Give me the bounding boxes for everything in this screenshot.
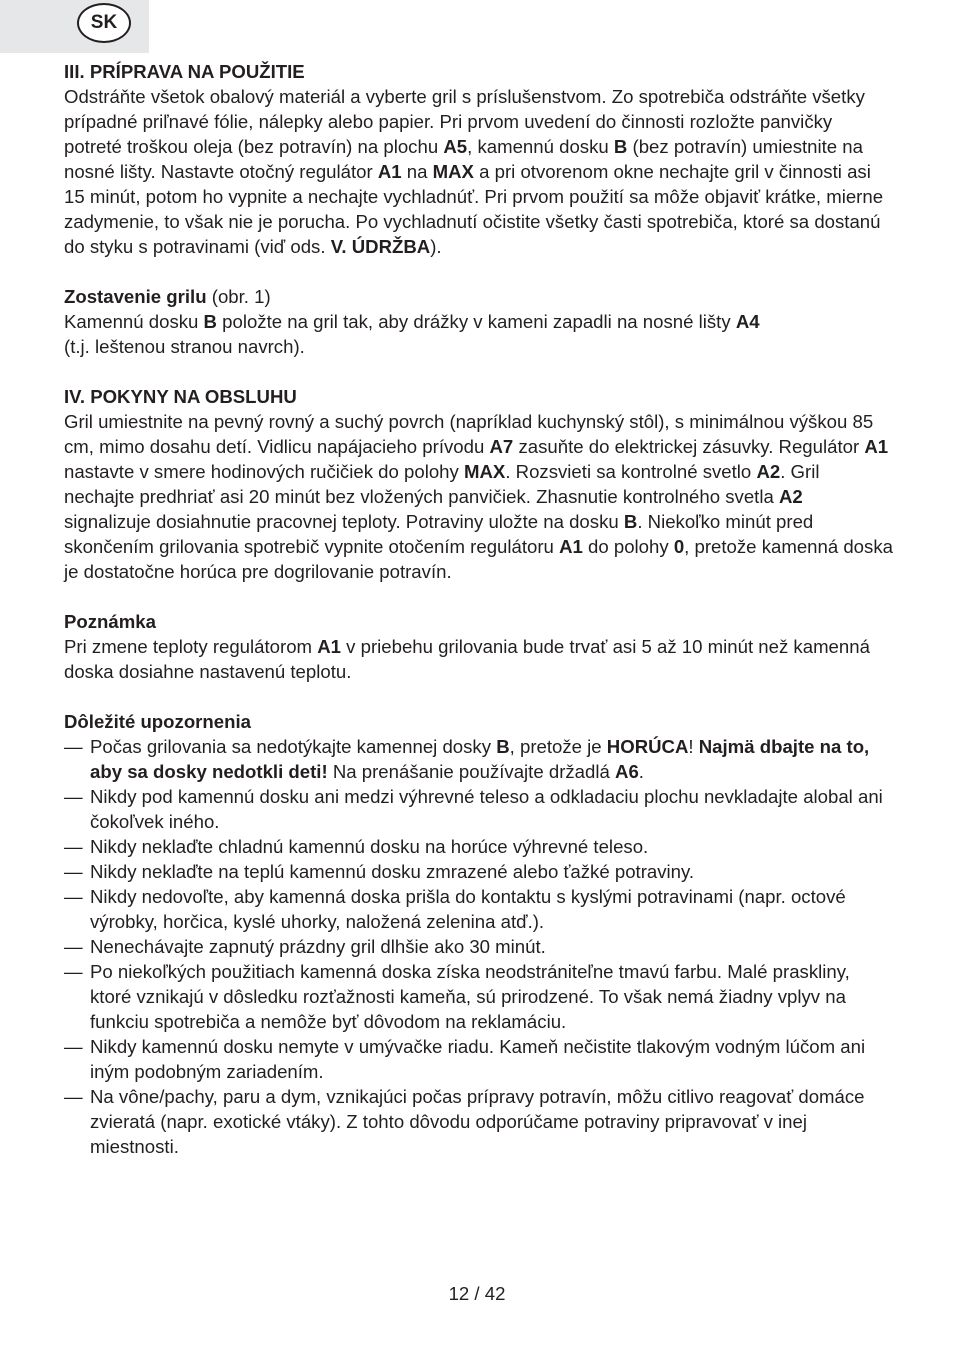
bold-reference: A5 [443, 136, 468, 157]
text-run: (bez potravín) umiestnite na nosné lišty. Nastavte otočný regulátor [64, 136, 863, 182]
bold-reference: 0 [673, 536, 685, 557]
text-run: (t.j. leštenou stranou navrch). [64, 336, 305, 357]
section-heading-warnings: Dôležité upozornenia [64, 711, 251, 732]
language-badge: SK [77, 3, 131, 43]
text-run: nastavte v smere hodinových ručičiek do polohy [64, 461, 464, 482]
bold-reference: B [613, 136, 628, 157]
bold-reference: A2 [778, 486, 803, 507]
text-run: , pretože je [509, 736, 607, 757]
text-run: Na vône/pachy, paru a dym, vznikajúci počas prípravy potravín, môžu citlivo reagovať domáce zvieratá (napr. exotické vtáky). Z tohto dôvodu odporúčame potraviny pripravovať v inej miestnosti. [90, 1086, 865, 1157]
dash-bullet: — [64, 961, 83, 982]
bold-reference: B [496, 736, 510, 757]
bold-reference: B [203, 311, 217, 332]
text-run: Na prenášanie používajte držadlá [327, 761, 616, 782]
paragraph-assembly [64, 309, 894, 359]
warnings-list [64, 734, 894, 1159]
bold-reference: A6 [615, 761, 639, 782]
text-run: . [638, 761, 644, 782]
text-run: , kamennú dosku [467, 136, 614, 157]
warning-item [64, 1034, 894, 1084]
bold-reference: A1 [317, 636, 341, 657]
page-number: 12 / 42 [448, 1283, 506, 1304]
text-run: . Rozsvieti sa kontrolné svetlo [505, 461, 757, 482]
warning-item [64, 784, 894, 834]
warning-item [64, 884, 894, 934]
bold-reference: HORÚCA [606, 736, 689, 757]
bold-reference: MAX [463, 461, 506, 482]
text-run: Nikdy nedovoľte, aby kamenná doska prišla do kontaktu s kyslými potravinami (napr. octové výrobky, horčica, kyslé uhorky, naložená zelenina atď.). [90, 886, 846, 932]
text-run: a pri otvorenom okne nechajte gril v činnosti asi 15 minút, potom ho vypnite a nechajte vychladnúť. Pri prvom použití sa môže objaviť krátke, mierne zadymenie, to však nie je porucha. Po vychladnutí očistite všetky časti spotrebiča, ktoré sa dostanú do styku s potravinami (viď ods. [64, 161, 884, 257]
section-heading-preparation: III. PRÍPRAVA NA POUŽITIE [64, 61, 305, 82]
dash-bullet: — [64, 886, 83, 907]
text-run: na [401, 161, 433, 182]
text-run: Počas grilovania sa nedotýkajte kamennej dosky [90, 736, 497, 757]
warning-item [64, 834, 894, 859]
paragraph-preparation [64, 84, 894, 259]
text-run: signalizuje dosiahnutie pracovnej teploty. Potraviny uložte na dosku [64, 511, 624, 532]
text-run: . Niekoľko minút pred skončením grilovania spotrebič vypnite otočením regulátoru [64, 511, 814, 557]
dash-bullet: — [64, 736, 83, 757]
manual-content [64, 59, 894, 1159]
paragraph-operation [64, 409, 894, 584]
text-run: Nenechávajte zapnutý prázdny gril dlhšie ako 30 minút. [90, 936, 546, 957]
warning-item [64, 959, 894, 1034]
bold-reference: B [623, 511, 638, 532]
dash-bullet: — [64, 836, 83, 857]
section-heading-assembly: Zostavenie grilu (obr. 1) [64, 286, 271, 307]
bold-reference: A1 [559, 536, 583, 557]
text-run: Odstráňte všetok obalový materiál a vyberte gril s príslušenstvom. Zo spotrebiča odstráňte všetky prípadné priľnavé fólie, nálepky alebo papier. Pri prvom uvedení do činnosti rozložte panvičky potreté troškou oleja (bez potravín) na plochu [64, 86, 865, 157]
section-heading-note: Poznámka [64, 611, 156, 632]
text-run: ! [688, 736, 699, 757]
bold-reference: MAX [432, 161, 474, 182]
bold-reference: A2 [756, 461, 781, 482]
bold-reference: A7 [489, 436, 514, 457]
text-run: Nikdy neklaďte na teplú kamennú dosku zmrazené alebo ťažké potraviny. [90, 861, 695, 882]
text-run: zasuňte do elektrickej zásuvky. Regulátor [513, 436, 865, 457]
text-run: Nikdy kamennú dosku nemyte v umývačke riadu. Kameň nečistite tlakovým vodným lúčom ani iným podobným zariadením. [90, 1036, 866, 1082]
dash-bullet: — [64, 1086, 83, 1107]
bold-reference: A4 [735, 311, 760, 332]
text-run: položte na gril tak, aby drážky v kameni zapadli na nosné lišty [216, 311, 736, 332]
paragraph-note [64, 634, 894, 684]
bold-reference: Najmä dbajte na to, aby sa dosky nedotkli deti! [90, 736, 870, 782]
text-run: , pretože kamenná doska je dostatočne horúca pre dogrilovanie potravín. [64, 536, 893, 582]
dash-bullet: — [64, 786, 83, 807]
text-run: Nikdy pod kamennú dosku ani medzi výhrevné teleso a odkladaciu plochu nevkladajte alobal ani čokoľvek iného. [90, 786, 883, 832]
text-run: Pri zmene teploty regulátorom [64, 636, 318, 657]
text-run: do polohy [582, 536, 674, 557]
text-run: Kamennú dosku [64, 311, 204, 332]
text-run: ). [430, 236, 442, 257]
text-run: . Gril nechajte predhriať asi 20 minút bez vložených panvičiek. Zhasnutie kontrolného svetla [64, 461, 820, 507]
warning-item [64, 734, 894, 784]
bold-reference: V. ÚDRŽBA [330, 236, 431, 257]
language-tab [0, 0, 149, 53]
text-run: Gril umiestnite na pevný rovný a suchý povrch (napríklad kuchynský stôl), s minimálnou výškou 85 cm, mimo dosahu detí. Vidlicu napájacieho prívodu [64, 411, 874, 457]
dash-bullet: — [64, 936, 83, 957]
dash-bullet: — [64, 1036, 83, 1057]
warning-item [64, 1084, 894, 1159]
bold-reference: A1 [377, 161, 402, 182]
section-heading-operation: IV. POKYNY NA OBSLUHU [64, 386, 297, 407]
bold-reference: A1 [864, 436, 889, 457]
text-run: Nikdy neklaďte chladnú kamennú dosku na horúce výhrevné teleso. [90, 836, 649, 857]
warning-item [64, 934, 894, 959]
dash-bullet: — [64, 861, 83, 882]
text-run: v priebehu grilovania bude trvať asi 5 až 10 minút než kamenná doska dosiahne nastavenú teplotu. [64, 636, 870, 682]
text-run: Po niekoľkých použitiach kamenná doska získa neodstrániteľne tmavú farbu. Malé praskliny, ktoré vznikajú v dôsledku rozťažnosti kameňa, sú prirodzené. To však nemá žiadny vplyv na funkciu spotrebiča a nemôže byť dôvodom na reklamáciu. [90, 961, 850, 1032]
warning-item [64, 859, 894, 884]
